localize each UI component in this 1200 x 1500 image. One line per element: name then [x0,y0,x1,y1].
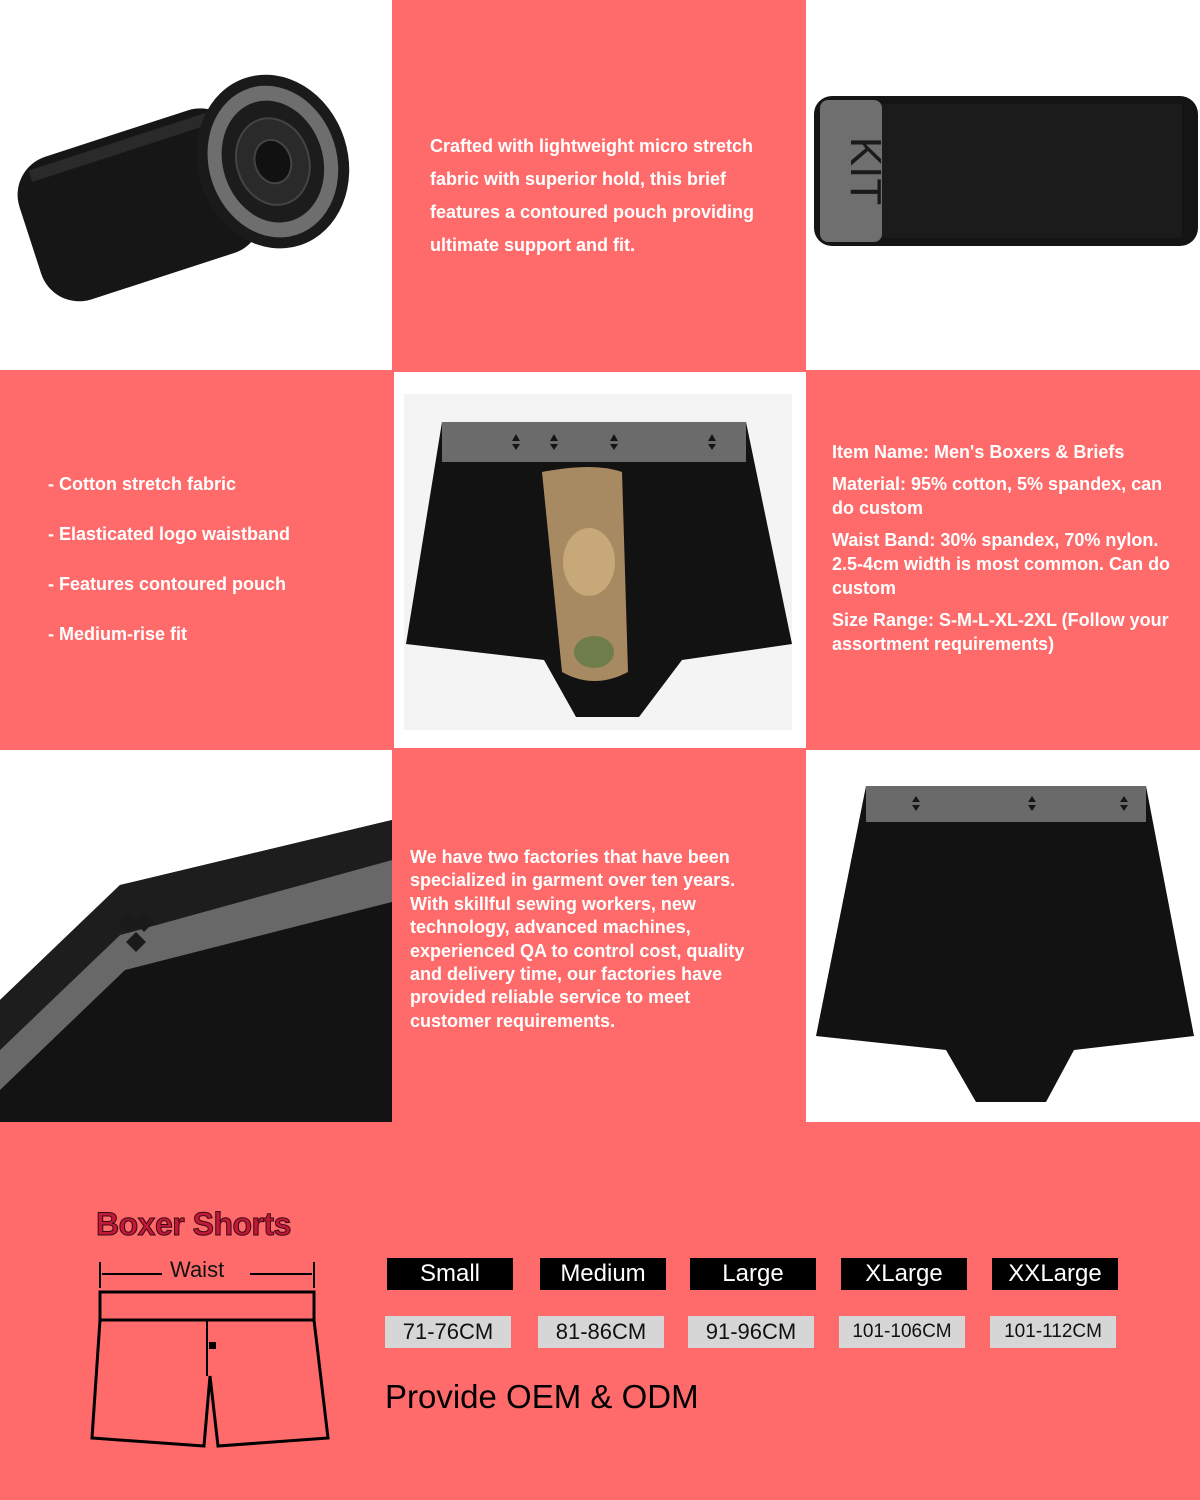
size-range-medium: 81-86CM [538,1316,664,1348]
waistband-closeup-photo [0,750,392,1122]
boxer-back-photo [806,750,1200,1122]
size-range-xxlarge: 101-112CM [990,1316,1116,1348]
size-chart-title: Boxer Shorts [96,1206,291,1242]
specs-panel [806,372,1200,748]
feature-list [48,470,290,670]
feature-item: - Elasticated logo waistband [48,524,291,544]
factory-panel [394,750,806,1122]
waist-label: Waist [170,1257,225,1282]
size-name-medium: Medium [540,1258,666,1290]
intro-text: Crafted with lightweight micro stretch fabric with superior hold, this brief features a contoured pouch providing ultimate support and fit. [430,136,755,255]
features-panel [0,372,392,748]
size-range-small: 71-76CM [385,1316,511,1348]
size-name-xlarge: XLarge [841,1258,967,1290]
feature-item: - Medium-rise fit [48,624,188,644]
boxer-diagram [90,1258,330,1458]
spec-item-size-range: Size Range: S-M-L-XL-2XL (Follow your assortment requirements) [832,610,1169,654]
intro-panel [394,0,806,370]
spec-list [832,440,1172,664]
spec-item-name: Item Name: Men's Boxers & Briefs [832,442,1125,462]
size-name-small: Small [387,1258,513,1290]
size-range-xlarge: 101-106CM [839,1316,965,1348]
size-name-xxlarge: XXLarge [992,1258,1118,1290]
factory-text: We have two factories that have been specialized in garment over ten years. With skillful sewing workers, new technology, advanced machines, experienced QA to control cost, quality and delivery time, our factories have provided reliable service to meet customer requirements. [410,847,745,1031]
waistband-logo: KIT [841,136,890,206]
feature-item: - Features contoured pouch [48,574,287,594]
rolled-underwear-photo [0,0,392,370]
feature-item: - Cotton stretch fabric [48,474,237,494]
size-name-large: Large [690,1258,816,1290]
boxer-front-photo [394,372,806,748]
oem-odm-text: Provide OEM & ODM [385,1378,699,1415]
folded-underwear-photo [806,0,1200,370]
size-range-large: 91-96CM [688,1316,814,1348]
spec-item-material: Material: 95% cotton, 5% spandex, can do custom [832,474,1163,518]
spec-item-waistband: Waist Band: 30% spandex, 70% nylon. 2.5-4cm width is most common. Can do custom [832,530,1171,598]
